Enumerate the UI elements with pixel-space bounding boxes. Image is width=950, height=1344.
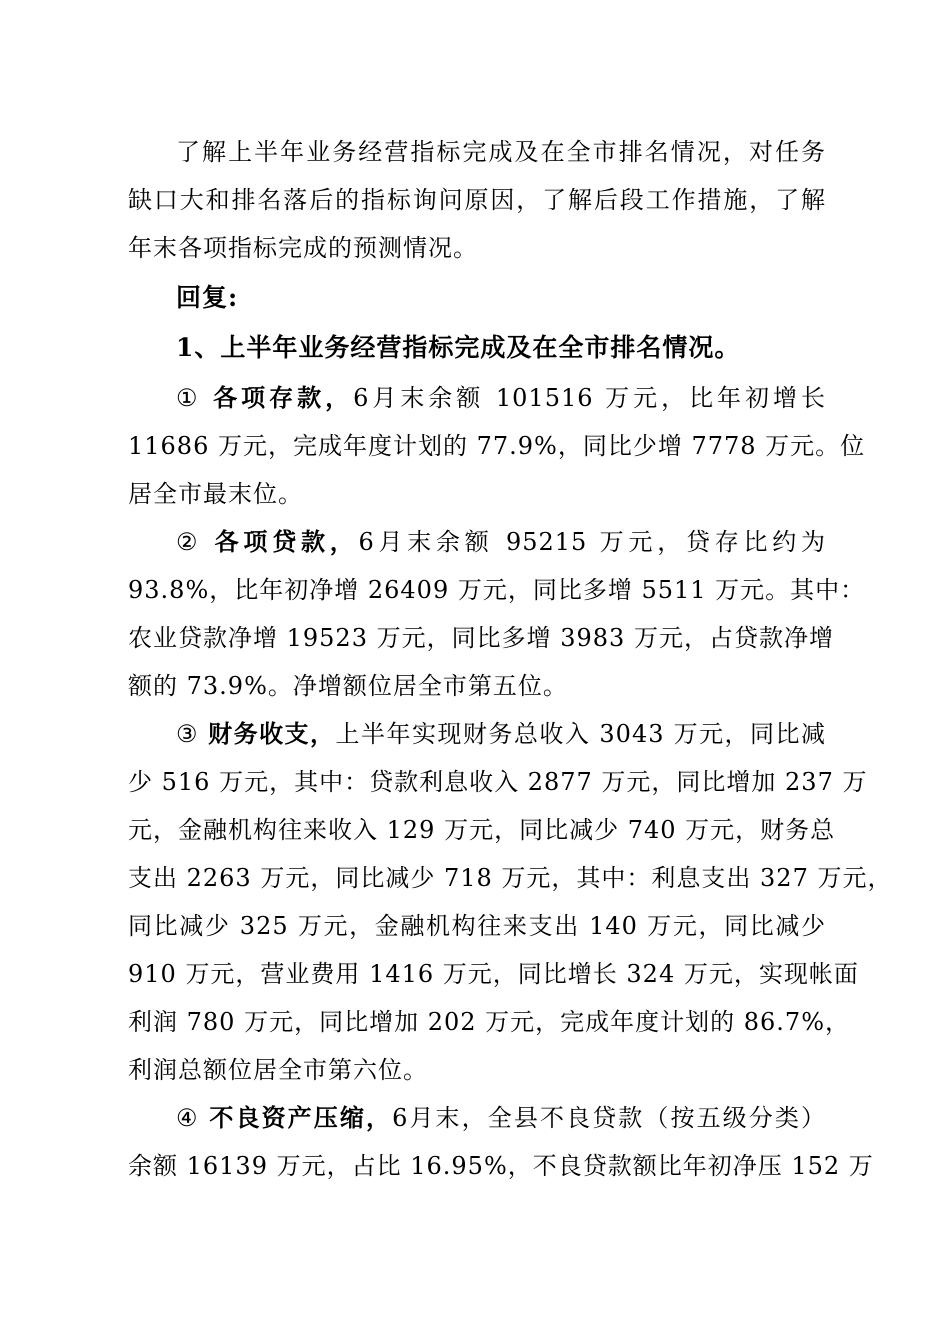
item-4-line-1 bbox=[176, 1102, 826, 1134]
item-3-title: 财务收支， bbox=[208, 719, 336, 748]
item-2-line-2: 93.8%，比年初净增 26409 万元，同比多增 5511 万元。其中： bbox=[128, 576, 866, 604]
item-3-line-5: 同比减少 325 万元，金融机构往来支出 140 万元，同比减少 bbox=[128, 912, 826, 940]
intro-line-2: 缺口大和排名落后的指标询问原因，了解后段工作措施，了解 bbox=[128, 186, 826, 214]
item-2-line-1-rest: 6月末余额 95215 万元，贷存比约为 bbox=[358, 528, 827, 556]
item-1-title: 各项存款， bbox=[213, 383, 354, 412]
item-3-line-4: 支出 2263 万元，同比减少 718 万元，其中：利息支出 327 万元， bbox=[128, 864, 893, 892]
item-2-title: 各项贷款， bbox=[214, 527, 359, 556]
item-2-line-3: 农业贷款净增 19523 万元，同比多增 3983 万元，占贷款净增 bbox=[128, 624, 834, 652]
item-1-marker: ① bbox=[176, 384, 202, 412]
item-4-line-2: 余额 16139 万元，占比 16.95%，不良贷款额比年初净压 152 万 bbox=[128, 1152, 874, 1180]
item-3-line-3: 元，金融机构往来收入 129 万元，同比减少 740 万元，财务总 bbox=[128, 816, 836, 844]
reply-label: 回复: bbox=[176, 283, 239, 312]
item-3-marker: ③ bbox=[176, 720, 199, 748]
item-3-line-1-rest: 上半年实现财务总收入 3043 万元，同比减 bbox=[335, 720, 826, 748]
item-3-line-6: 910 万元，营业费用 1416 万元，同比增长 324 万元，实现帐面 bbox=[128, 960, 859, 988]
item-2-line-1 bbox=[176, 526, 826, 558]
item-4-line-1-rest: 6月末，全县不良贷款（按五级分类） bbox=[392, 1104, 826, 1132]
item-4-marker: ④ bbox=[176, 1104, 200, 1132]
item-1-line-1-rest: 6月末余额 101516 万元，比年初增长 bbox=[353, 384, 827, 412]
item-3-line-7: 利润 780 万元，同比增加 202 万元，完成年度计划的 86.7%， bbox=[128, 1008, 851, 1036]
item-2-line-4: 额的 73.9%。净增额位居全市第五位。 bbox=[128, 672, 568, 700]
item-4-title: 不良资产压缩， bbox=[209, 1103, 393, 1132]
intro-line-3: 年末各项指标完成的预测情况。 bbox=[128, 234, 478, 262]
item-1-line-3: 居全市最末位。 bbox=[128, 480, 303, 508]
item-2-marker: ② bbox=[176, 528, 203, 556]
item-3-line-2: 少 516 万元，其中：贷款利息收入 2877 万元，同比增加 237 万 bbox=[128, 768, 868, 796]
item-3-line-1 bbox=[176, 718, 826, 750]
section-1-title: 1、上半年业务经营指标完成及在全市排名情况。 bbox=[176, 333, 741, 362]
intro-line-1: 了解上半年业务经营指标完成及在全市排名情况，对任务 bbox=[176, 138, 826, 166]
item-1-line-1 bbox=[176, 382, 826, 414]
item-1-line-2: 11686 万元，完成年度计划的 77.9%，同比少增 7778 万元。位 bbox=[128, 432, 866, 460]
item-3-line-8: 利润总额位居全市第六位。 bbox=[128, 1056, 428, 1084]
